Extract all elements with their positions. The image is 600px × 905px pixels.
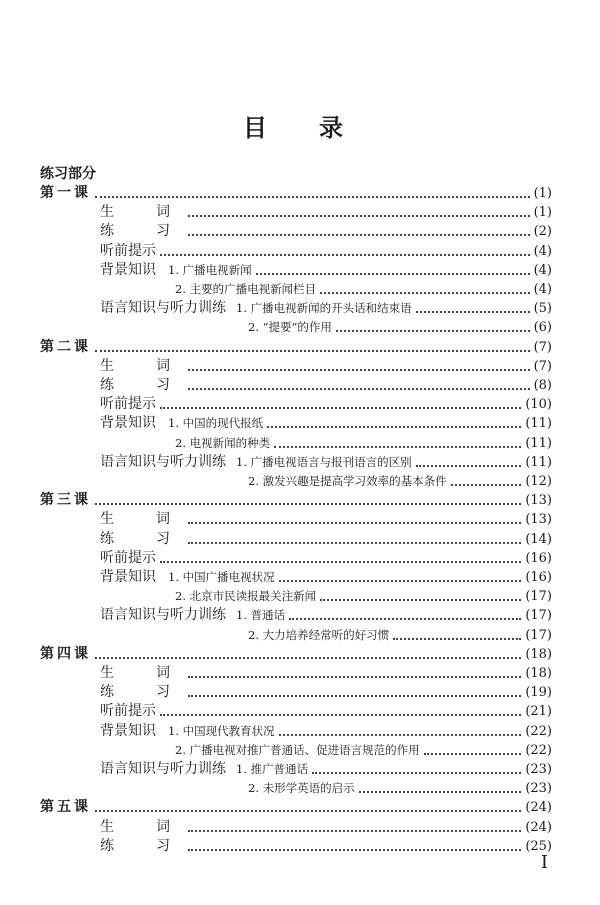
toc-entry-sublabel: 1. 推广普通话: [236, 762, 309, 776]
toc-entry-label: 语言知识与听力训练: [100, 607, 226, 624]
toc-page-number: (17): [525, 589, 552, 605]
toc-lesson-entry[interactable]: [40, 645, 552, 664]
toc-entry-label: 练 习: [100, 223, 184, 240]
toc-lesson-entry[interactable]: [40, 798, 552, 817]
toc-entry-label: 背景知识: [100, 415, 156, 432]
toc-entry-sublabel: 1. 中国广播电视状况: [168, 570, 275, 584]
dot-leader: [289, 618, 521, 620]
toc-topic-entry[interactable]: [100, 837, 552, 856]
toc-page-number: (1): [533, 205, 552, 221]
toc-entry-label: 第三课: [40, 492, 91, 509]
toc-entry-label: 练 习: [100, 530, 184, 547]
toc-page-number: (12): [525, 474, 552, 489]
toc-entry-label: 2. 激发兴趣是提高学习效率的基本条件: [248, 474, 447, 488]
toc-page-number: (7): [533, 358, 552, 374]
toc-page-number: (17): [525, 627, 552, 643]
toc-entry-sublabel: 1. 广播电视新闻的开头话和结束语: [236, 301, 412, 316]
toc-entry-label: 生 词: [100, 204, 184, 221]
toc-page-number: (11): [525, 454, 552, 470]
toc-entry-label: 语言知识与听力训练: [100, 453, 226, 470]
toc-page-number: (2): [533, 224, 552, 240]
toc-topic-entry[interactable]: [100, 530, 552, 549]
toc-entry-label: 第五课: [40, 799, 91, 816]
toc-entry-sublabel: 1. 中国现代教育状况: [168, 723, 275, 738]
dot-leader: [424, 753, 522, 755]
toc-page-number: (11): [525, 435, 552, 451]
toc-page-number: (17): [525, 608, 552, 624]
toc-page-number: (24): [525, 819, 552, 835]
toc-page-number: (16): [525, 570, 552, 585]
page-title: 目 录: [243, 114, 357, 142]
toc-topic-entry[interactable]: [100, 664, 552, 683]
toc-topic-entry[interactable]: [100, 376, 552, 395]
toc-sub-entry[interactable]: [248, 779, 552, 798]
toc-entry-label: 2. 大力培养经常听的好习惯: [248, 627, 390, 642]
toc-entry-label: 语言知识与听力训练: [100, 300, 226, 317]
dot-leader: [188, 695, 521, 697]
toc-page-number: (13): [525, 493, 552, 509]
dot-leader: [188, 215, 530, 217]
dot-leader: [256, 273, 530, 275]
toc-page-number: (8): [533, 378, 552, 393]
toc-page-number: (25): [525, 838, 552, 854]
toc-entry-sublabel: 1. 广播电视新闻: [168, 262, 252, 277]
toc-entry-label: 第一课: [40, 185, 91, 201]
toc-entry-label: 练 习: [100, 684, 184, 701]
dot-leader: [188, 542, 521, 544]
dot-leader: [451, 484, 522, 486]
toc-topic-entry[interactable]: [100, 606, 552, 625]
toc-entry-sublabel: 1. 普通话: [236, 608, 286, 623]
toc-sub-entry[interactable]: [175, 587, 552, 606]
toc-page-number: (6): [533, 320, 552, 336]
toc-topic-entry[interactable]: [100, 549, 552, 568]
dot-leader: [188, 234, 530, 236]
toc-entry-label: 2. 广播电视对推广普通话、促进语言规范的作用: [175, 742, 420, 757]
toc-entry-label: 背景知识: [100, 261, 156, 278]
toc-topic-entry[interactable]: [100, 683, 552, 702]
toc-page-number: (21): [525, 704, 552, 720]
toc-entry-label: 生 词: [100, 357, 184, 374]
toc-entry-label: 背景知识: [100, 569, 156, 585]
toc-entry-label: 生 词: [100, 511, 184, 528]
toc-page-number: (22): [525, 723, 552, 739]
dot-leader: [188, 830, 521, 832]
toc-page-number: (10): [525, 397, 552, 413]
dot-leader: [188, 388, 530, 390]
toc-topic-entry[interactable]: [100, 722, 552, 741]
toc-topic-entry[interactable]: [100, 299, 552, 318]
dot-leader: [160, 714, 521, 716]
dot-leader: [160, 407, 521, 409]
toc-page-number: (14): [525, 531, 552, 547]
toc-topic-entry[interactable]: [100, 568, 552, 587]
toc-page-number: (4): [533, 262, 552, 278]
toc-entry-label: 2. 北京市民读报最关注新闻: [175, 589, 317, 604]
dot-leader: [95, 810, 521, 812]
dot-leader: [416, 311, 530, 313]
toc-lesson-entry[interactable]: [40, 491, 552, 510]
toc-topic-entry[interactable]: [100, 242, 552, 261]
toc-page-number: (23): [525, 762, 552, 777]
toc-topic-entry[interactable]: [100, 453, 552, 472]
toc-page-number: (16): [525, 550, 552, 566]
toc-topic-entry[interactable]: [100, 222, 552, 241]
toc-entry-label: 2. 未形学英语的启示: [248, 781, 355, 796]
dot-leader: [336, 330, 530, 332]
toc-page-number: (4): [533, 243, 552, 259]
toc-sub-entry[interactable]: [248, 472, 552, 491]
toc-topic-entry[interactable]: [100, 510, 552, 529]
dot-leader: [160, 254, 530, 256]
dot-leader: [95, 503, 521, 505]
toc-topic-entry[interactable]: [100, 818, 552, 837]
toc-entry-label: 第四课: [40, 645, 91, 662]
toc-sub-entry[interactable]: [175, 434, 552, 453]
toc-entry-label: 听前提示: [100, 703, 156, 720]
toc-page-number: (4): [533, 282, 552, 297]
toc-entry-label: 听前提示: [100, 242, 156, 259]
dot-leader: [160, 561, 521, 563]
toc-entry-sublabel: 1. 广播电视语言与报刊语言的区别: [236, 454, 412, 469]
toc-entry-label: 语言知识与听力训练: [100, 761, 226, 777]
dot-leader: [312, 772, 521, 774]
toc-topic-entry[interactable]: [100, 702, 552, 721]
dot-leader: [188, 849, 521, 851]
toc-entry-sublabel: 1. 中国的现代报纸: [168, 416, 264, 431]
toc-topic-entry[interactable]: [100, 203, 552, 222]
dot-leader: [279, 580, 522, 582]
section-heading: 练习部分: [40, 166, 96, 182]
dot-leader: [267, 426, 521, 428]
dot-leader: [188, 676, 521, 678]
toc-page-number: (5): [533, 301, 552, 317]
toc-topic-entry[interactable]: [100, 395, 552, 414]
toc-page-number: (23): [525, 781, 552, 797]
dot-leader: [320, 292, 529, 294]
toc-entry-label: 听前提示: [100, 396, 156, 413]
toc-page-number: (19): [525, 685, 552, 701]
toc-page-number: (18): [525, 666, 552, 681]
toc-entry-label: 2. 主要的广播电视新闻栏目: [175, 282, 317, 296]
dot-leader: [95, 196, 530, 198]
toc-entry-label: 生 词: [100, 665, 184, 681]
dot-leader: [95, 350, 530, 352]
toc-sub-entry[interactable]: [248, 318, 552, 337]
toc-entry-label: 听前提示: [100, 549, 156, 566]
dot-leader: [320, 599, 521, 601]
toc-sub-entry[interactable]: [175, 741, 552, 760]
toc-entry-label: 背景知识: [100, 722, 156, 739]
toc-sub-entry[interactable]: [175, 280, 552, 299]
toc-topic-entry[interactable]: [100, 261, 552, 280]
toc-topic-entry[interactable]: [100, 357, 552, 376]
toc-lesson-entry[interactable]: [40, 184, 552, 203]
toc-entry-label: 2. 电视新闻的种类: [175, 435, 271, 450]
toc-lesson-entry[interactable]: [40, 338, 552, 357]
dot-leader: [359, 791, 522, 793]
toc-topic-entry[interactable]: [100, 414, 552, 433]
toc-topic-entry[interactable]: [100, 760, 552, 779]
dot-leader: [95, 657, 521, 659]
dot-leader: [416, 465, 522, 467]
toc-entry-label: 练 习: [100, 377, 184, 393]
toc-page-number: (13): [525, 512, 552, 528]
page-number: I: [540, 852, 548, 873]
toc-page-number: (24): [525, 800, 552, 816]
toc-entry-label: 第二课: [40, 338, 91, 355]
toc-page-number: (22): [525, 742, 552, 758]
dot-leader: [188, 522, 521, 524]
toc-page-number: (11): [525, 416, 552, 432]
toc-page-number: (1): [533, 186, 552, 201]
toc-entry-label: 练 习: [100, 837, 184, 854]
dot-leader: [274, 446, 521, 448]
toc-entry-label: 2. “提要”的作用: [248, 320, 332, 335]
toc-page-number: (18): [525, 646, 552, 662]
dot-leader: [279, 734, 522, 736]
dot-leader: [393, 638, 521, 640]
dot-leader: [188, 369, 530, 371]
toc-entry-label: 生 词: [100, 818, 184, 835]
toc-sub-entry[interactable]: [248, 626, 552, 645]
toc-page-number: (7): [533, 339, 552, 355]
